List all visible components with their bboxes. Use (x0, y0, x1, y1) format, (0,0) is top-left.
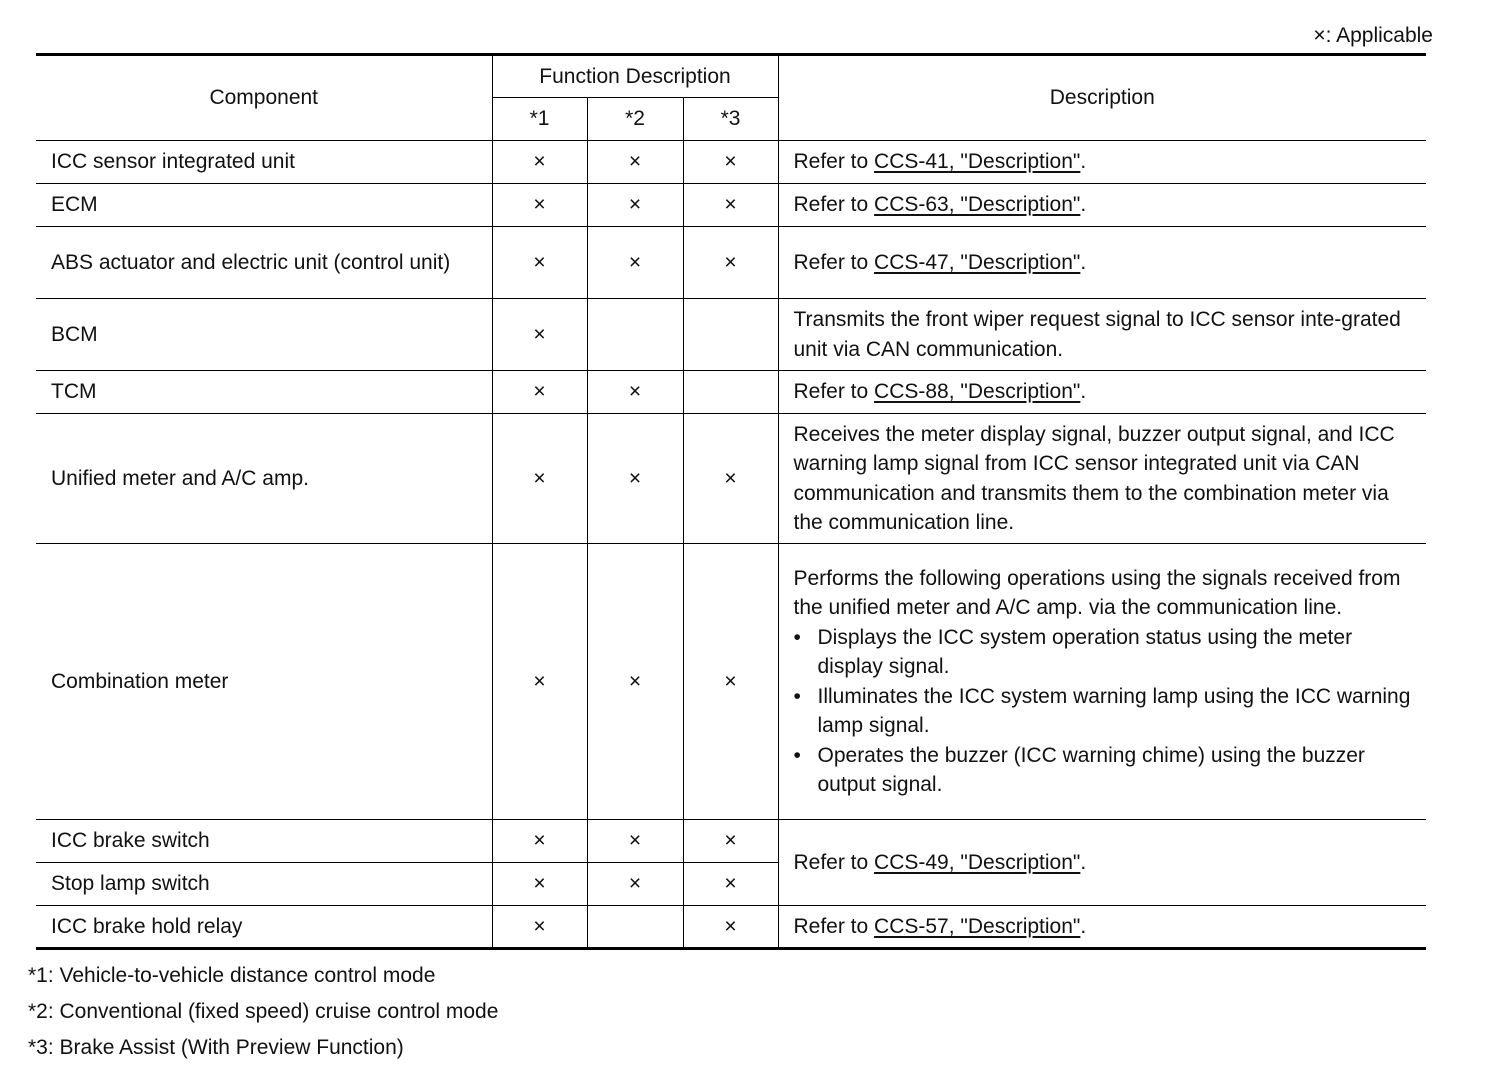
description-cell (778, 227, 1426, 299)
description-cell: Transmits the front wiper request signal to ICC sensor inte-grated unit via CAN communication. (778, 299, 1426, 371)
bullet-item: • Displays the ICC system operation status using the meter display signal. (794, 623, 1412, 682)
component-name: Unified meter and A/C amp. (36, 414, 492, 544)
mode-1-mark: × (492, 906, 587, 949)
refer-text: Refer to (793, 914, 875, 938)
mode-1-mark: × (492, 544, 587, 820)
mode-3-mark: × (683, 906, 778, 949)
mode-1-mark: × (492, 863, 587, 906)
mode-1-mark: × (492, 820, 587, 863)
table-row (36, 820, 1426, 863)
description-cell: Receives the meter display signal, buzzer output signal, and ICC warning lamp signal from ICC sensor integrated unit via CAN communication and transmits them to the combination meter via the communication line. (778, 414, 1426, 544)
description-intro: Performs the following operations using the signals received from the unified meter and A/C amp. via the communication line. (793, 566, 1401, 619)
footnote-1: *1: Vehicle-to-vehicle distance control mode (28, 964, 436, 987)
mode-3-mark: × (683, 227, 778, 299)
component-name: ICC brake switch (36, 820, 492, 863)
description-cell (778, 141, 1426, 184)
component-name: ICC sensor integrated unit (36, 141, 492, 184)
applicable-legend: ×: Applicable (1313, 24, 1433, 47)
header-component: Component (36, 55, 492, 141)
mode-2-mark (587, 299, 683, 371)
description-cell (778, 906, 1426, 949)
table-row (36, 906, 1426, 949)
mode-3-mark: × (683, 141, 778, 184)
mode-1-mark: × (492, 299, 587, 371)
suffix-text: . (1080, 850, 1087, 874)
refer-text: Refer to (793, 150, 875, 174)
mode-1-mark: × (492, 227, 587, 299)
suffix-text: . (1080, 193, 1087, 217)
refer-text: Refer to (793, 193, 875, 217)
table-row (36, 544, 1426, 820)
refer-text: Refer to (793, 250, 875, 274)
mode-1-mark: × (492, 141, 587, 184)
mode-3-mark: × (683, 414, 778, 544)
table-row (36, 414, 1426, 544)
mode-2-mark: × (587, 141, 683, 184)
mode-3-mark (683, 299, 778, 371)
mode-2-mark: × (587, 414, 683, 544)
table-row (36, 227, 1426, 299)
mode-2-mark: × (587, 184, 683, 227)
mode-2-mark (587, 906, 683, 949)
header-function-description: Function Description (492, 55, 778, 98)
refer-text: Refer to (793, 380, 875, 404)
header-mode-2: *2 (587, 98, 683, 141)
mode-3-mark: × (683, 544, 778, 820)
mode-2-mark: × (587, 371, 683, 414)
component-name: ABS actuator and electric unit (control unit) (36, 227, 492, 299)
mode-3-mark: × (683, 863, 778, 906)
suffix-text: . (1080, 250, 1087, 274)
description-cell (778, 820, 1426, 906)
reference-link[interactable]: CCS-88, "Description" (874, 380, 1081, 404)
suffix-text: . (1080, 150, 1087, 174)
description-cell (778, 371, 1426, 414)
table-row (36, 141, 1426, 184)
component-name: ECM (36, 184, 492, 227)
description-cell (778, 544, 1426, 820)
suffix-text: . (1080, 380, 1087, 404)
mode-3-mark: × (683, 820, 778, 863)
header-mode-1: *1 (492, 98, 587, 141)
mode-2-mark: × (587, 544, 683, 820)
component-name: TCM (36, 371, 492, 414)
component-name: Stop lamp switch (36, 863, 492, 906)
mode-3-mark (683, 371, 778, 414)
mode-2-mark: × (587, 227, 683, 299)
reference-link[interactable]: CCS-47, "Description" (874, 250, 1081, 274)
table-row (36, 371, 1426, 414)
mode-1-mark: × (492, 414, 587, 544)
mode-2-mark: × (587, 863, 683, 906)
bullet-item: • Operates the buzzer (ICC warning chime) using the buzzer output signal. (794, 741, 1412, 800)
header-description: Description (778, 55, 1426, 141)
header-mode-3: *3 (683, 98, 778, 141)
description-cell (778, 184, 1426, 227)
table-row (36, 184, 1426, 227)
component-name: ICC brake hold relay (36, 906, 492, 949)
component-name: Combination meter (36, 544, 492, 820)
refer-text: Refer to (793, 850, 875, 874)
reference-link[interactable]: CCS-63, "Description" (874, 193, 1081, 217)
mode-1-mark: × (492, 371, 587, 414)
suffix-text: . (1080, 914, 1087, 938)
table-row (36, 299, 1426, 371)
mode-2-mark: × (587, 820, 683, 863)
footnote-2: *2: Conventional (fixed speed) cruise control mode (28, 1000, 499, 1023)
footnote-3: *3: Brake Assist (With Preview Function) (28, 1036, 404, 1059)
reference-link[interactable]: CCS-57, "Description" (874, 914, 1081, 938)
component-table (36, 53, 1426, 950)
mode-3-mark: × (683, 184, 778, 227)
reference-link[interactable]: CCS-49, "Description" (874, 850, 1081, 874)
mode-1-mark: × (492, 184, 587, 227)
reference-link[interactable]: CCS-41, "Description" (874, 150, 1081, 174)
component-name: BCM (36, 299, 492, 371)
footnotes (28, 962, 498, 1070)
bullet-item: • Illuminates the ICC system warning lamp using the ICC warning lamp signal. (794, 682, 1412, 741)
